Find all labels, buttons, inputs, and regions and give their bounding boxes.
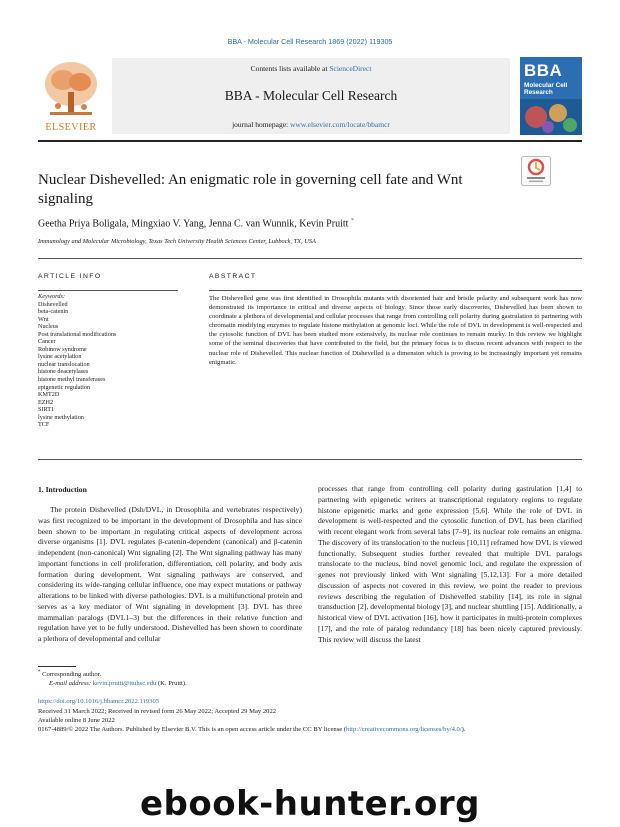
- keyword-item: TCF: [38, 421, 50, 429]
- keyword-item: Nucleus: [38, 323, 59, 331]
- footnote-divider: [38, 666, 76, 667]
- cover-subtitle: Molecular Cell Research: [524, 82, 568, 96]
- abstract-text: The Dishevelled gene was first identified in Drosophila mutants with disoriented hair and bristle polarity and subsequent work has now demonstrated its importance in critical and diverse aspects of biology. Since those early discoveries, Dishevelled has been shown to coordinate a plethora of developmental and cellular processes that range from controlling cell polarity during gastrulation to partnering with chromatin modifying enzymes to regulate histone methylation at genomic loci. While the role of DVL in development is well-respected and the cytosolic function of DVL has been studied more extensively, its nuclear role continues to remain murky. In this review we highlight some of the seminal discoveries that have contributed to the field, but the primary focus is to discuss recent advances with respect to the nuclear role of Dishevelled. This nuclear function of Dishevelled is a dimension which is proving to be increasingly important yet remains enigmatic.: [209, 295, 582, 366]
- keyword-item: Wnt: [38, 315, 49, 323]
- keyword-item: KMT2D: [38, 391, 60, 399]
- journal-homepage-line: [112, 120, 510, 129]
- article-title: Nuclear Dishevelled: An enigmatic role in governing cell fate and Wnt signaling: [38, 172, 463, 207]
- abstract-heading: ABSTRACT: [209, 273, 257, 280]
- keyword-item: histone deacetylases: [38, 368, 89, 376]
- available-online-date: Available online 8 June 2022: [38, 717, 115, 724]
- keyword-item: Cancer: [38, 338, 56, 346]
- keywords-list: [38, 301, 198, 429]
- contents-prefix: Contents lists available at: [250, 64, 330, 73]
- divider-below-abstract: [38, 459, 582, 460]
- license-line: [38, 726, 588, 733]
- email-note: [49, 680, 187, 687]
- header-divider: [38, 140, 582, 142]
- journal-cover-image: [520, 57, 582, 135]
- email-label: E-mail address:: [49, 680, 92, 687]
- corresponding-label: Corresponding author.: [42, 671, 102, 679]
- keyword-item: Post translational modifications: [38, 330, 117, 338]
- email-link[interactable]: kevin.pruitt@ttuhsc.edu: [92, 680, 157, 687]
- abstract-divider: [209, 290, 582, 291]
- author-names: Geetha Priya Boligala, Mingxiao V. Yang, Jenna C. van Wunnik, Kevin Pruitt: [38, 218, 349, 230]
- author-list: [38, 218, 354, 229]
- keyword-item: epigenetic regulation: [38, 383, 91, 391]
- keyword-item: lysine methylation: [38, 413, 84, 421]
- license-link[interactable]: http://creativecommons.org/licenses/by/4.0/: [346, 726, 462, 733]
- article-info-divider: [38, 290, 178, 291]
- body-column-left: The protein Dishevelled (Dsh/DVL, in Drosophila and vertebrates respectively) was first recognized to be important in the development of Drosophila and has since been shown to be important in regulating critical aspects of development across diverse organisms [1]. DVL regulates β-catenin-dependent (canonical) and β-catenin independent (non-canonical) Wnt signaling [2]. The Wnt signaling pathway has many important functions in cell proliferation, differentiation, cell polarity, and body axis formation during development. Wnt signaling pathways are conserved, and considering its wide-ranging cellular influence, one may expect mutations or pathway alterations to be linked with diverse pathologies. DVL is a multifunctional protein and serves as a key mediator of Wnt signaling in development [3]. DVL has three mammalian paralogs (DVL1–3) but the differences in their relative function and regulation have yet to be fully understood. Dishevelled has been shown to coordinate a plethora of developmental and cellular: [38, 505, 302, 643]
- journal-homepage-link[interactable]: www.elsevier.com/locate/bbamcr: [290, 120, 390, 129]
- keyword-item: EZH2: [38, 398, 54, 406]
- email-owner: (K. Pruitt).: [157, 680, 187, 687]
- cover-artwork: [520, 99, 582, 135]
- body-column-right: processes that range from controlling cell polarity during gastrulation [1,4] to partnering with epigenetic writers at transcriptional regulatory regions to regulate histone epigenetic marks and gene expression [5,6]. While the role of DVL in development is well-respected and the cytosolic function of DVL has been clarified with recent elegant work from several labs [7–9], its nuclear role remains an enigma. The discovery of its translocation to the nucleus [10,11] reframed how DVL is viewed functionally. Subsequent studies further revealed that multiple DVL paralogs translocate to the nucleus, bind novel genomic loci, and regulate the expression of genes not previously linked with Wnt signaling [5,12,13]. For a more detailed discussion of aspects not covered in this review, we point the reader to previous reviews describing the regulation of Dishevelled stability [14], its role in signal transduction [2], developmental biology [3], and nuclear shuttling [15]. Additionally, a historical view of DVL activation [16], how it participates in multi-protein complexes [17], and the role of paralog redundancy [18] has been nicely captured previously. This review will discuss the latest: [318, 484, 582, 644]
- license-prefix: 0167-4889/© 2022 The Authors. Published by Elsevier B.V. This is an open access article under the CC BY license (: [38, 726, 347, 733]
- corresponding-author-note: [38, 670, 101, 678]
- divider-above-info: [38, 258, 582, 259]
- cover-title: BBA: [524, 61, 563, 80]
- keyword-item: Dishevelled: [38, 300, 68, 308]
- keyword-item: beta-catenin: [38, 308, 69, 316]
- watermark-text: ebook-hunter.org: [139, 784, 481, 824]
- keywords-label: Keywords:: [38, 293, 66, 300]
- doi-link[interactable]: https://doi.org/10.1016/j.bbamcr.2022.119305: [38, 698, 160, 705]
- elsevier-tree-icon: [38, 58, 104, 132]
- journal-title: BBA - Molecular Cell Research: [224, 88, 398, 103]
- keyword-item: Robinow syndrome: [38, 345, 87, 353]
- homepage-prefix: journal homepage:: [232, 120, 290, 129]
- check-for-updates-icon[interactable]: [521, 156, 551, 186]
- contents-available-line: [112, 64, 510, 73]
- footnote-mark: *: [38, 670, 41, 675]
- received-dates: Received 31 March 2022; Received in revised form 26 May 2022; Accepted 29 May 2022: [38, 708, 277, 715]
- corresponding-author-mark[interactable]: *: [350, 218, 354, 224]
- article-info-heading: ARTICLE INFO: [38, 273, 102, 280]
- elsevier-logo-text: ELSEVIER: [45, 122, 97, 133]
- author-affiliation: Immunology and Molecular Microbiology, Texas Tech University Health Sciences Center, Lubbock, TX, USA: [38, 238, 316, 245]
- keyword-item: SIRT1: [38, 406, 55, 414]
- keyword-item: histone methyl transferases: [38, 375, 106, 383]
- keyword-item: lysine acetylation: [38, 353, 82, 361]
- keyword-item: nuclear translocation: [38, 360, 90, 368]
- section-heading-introduction: 1. Introduction: [38, 485, 87, 494]
- journal-reference[interactable]: BBA - Molecular Cell Research 1869 (2022) 119305: [227, 37, 393, 46]
- sciencedirect-link[interactable]: ScienceDirect: [329, 64, 372, 73]
- license-suffix: ).: [461, 726, 466, 733]
